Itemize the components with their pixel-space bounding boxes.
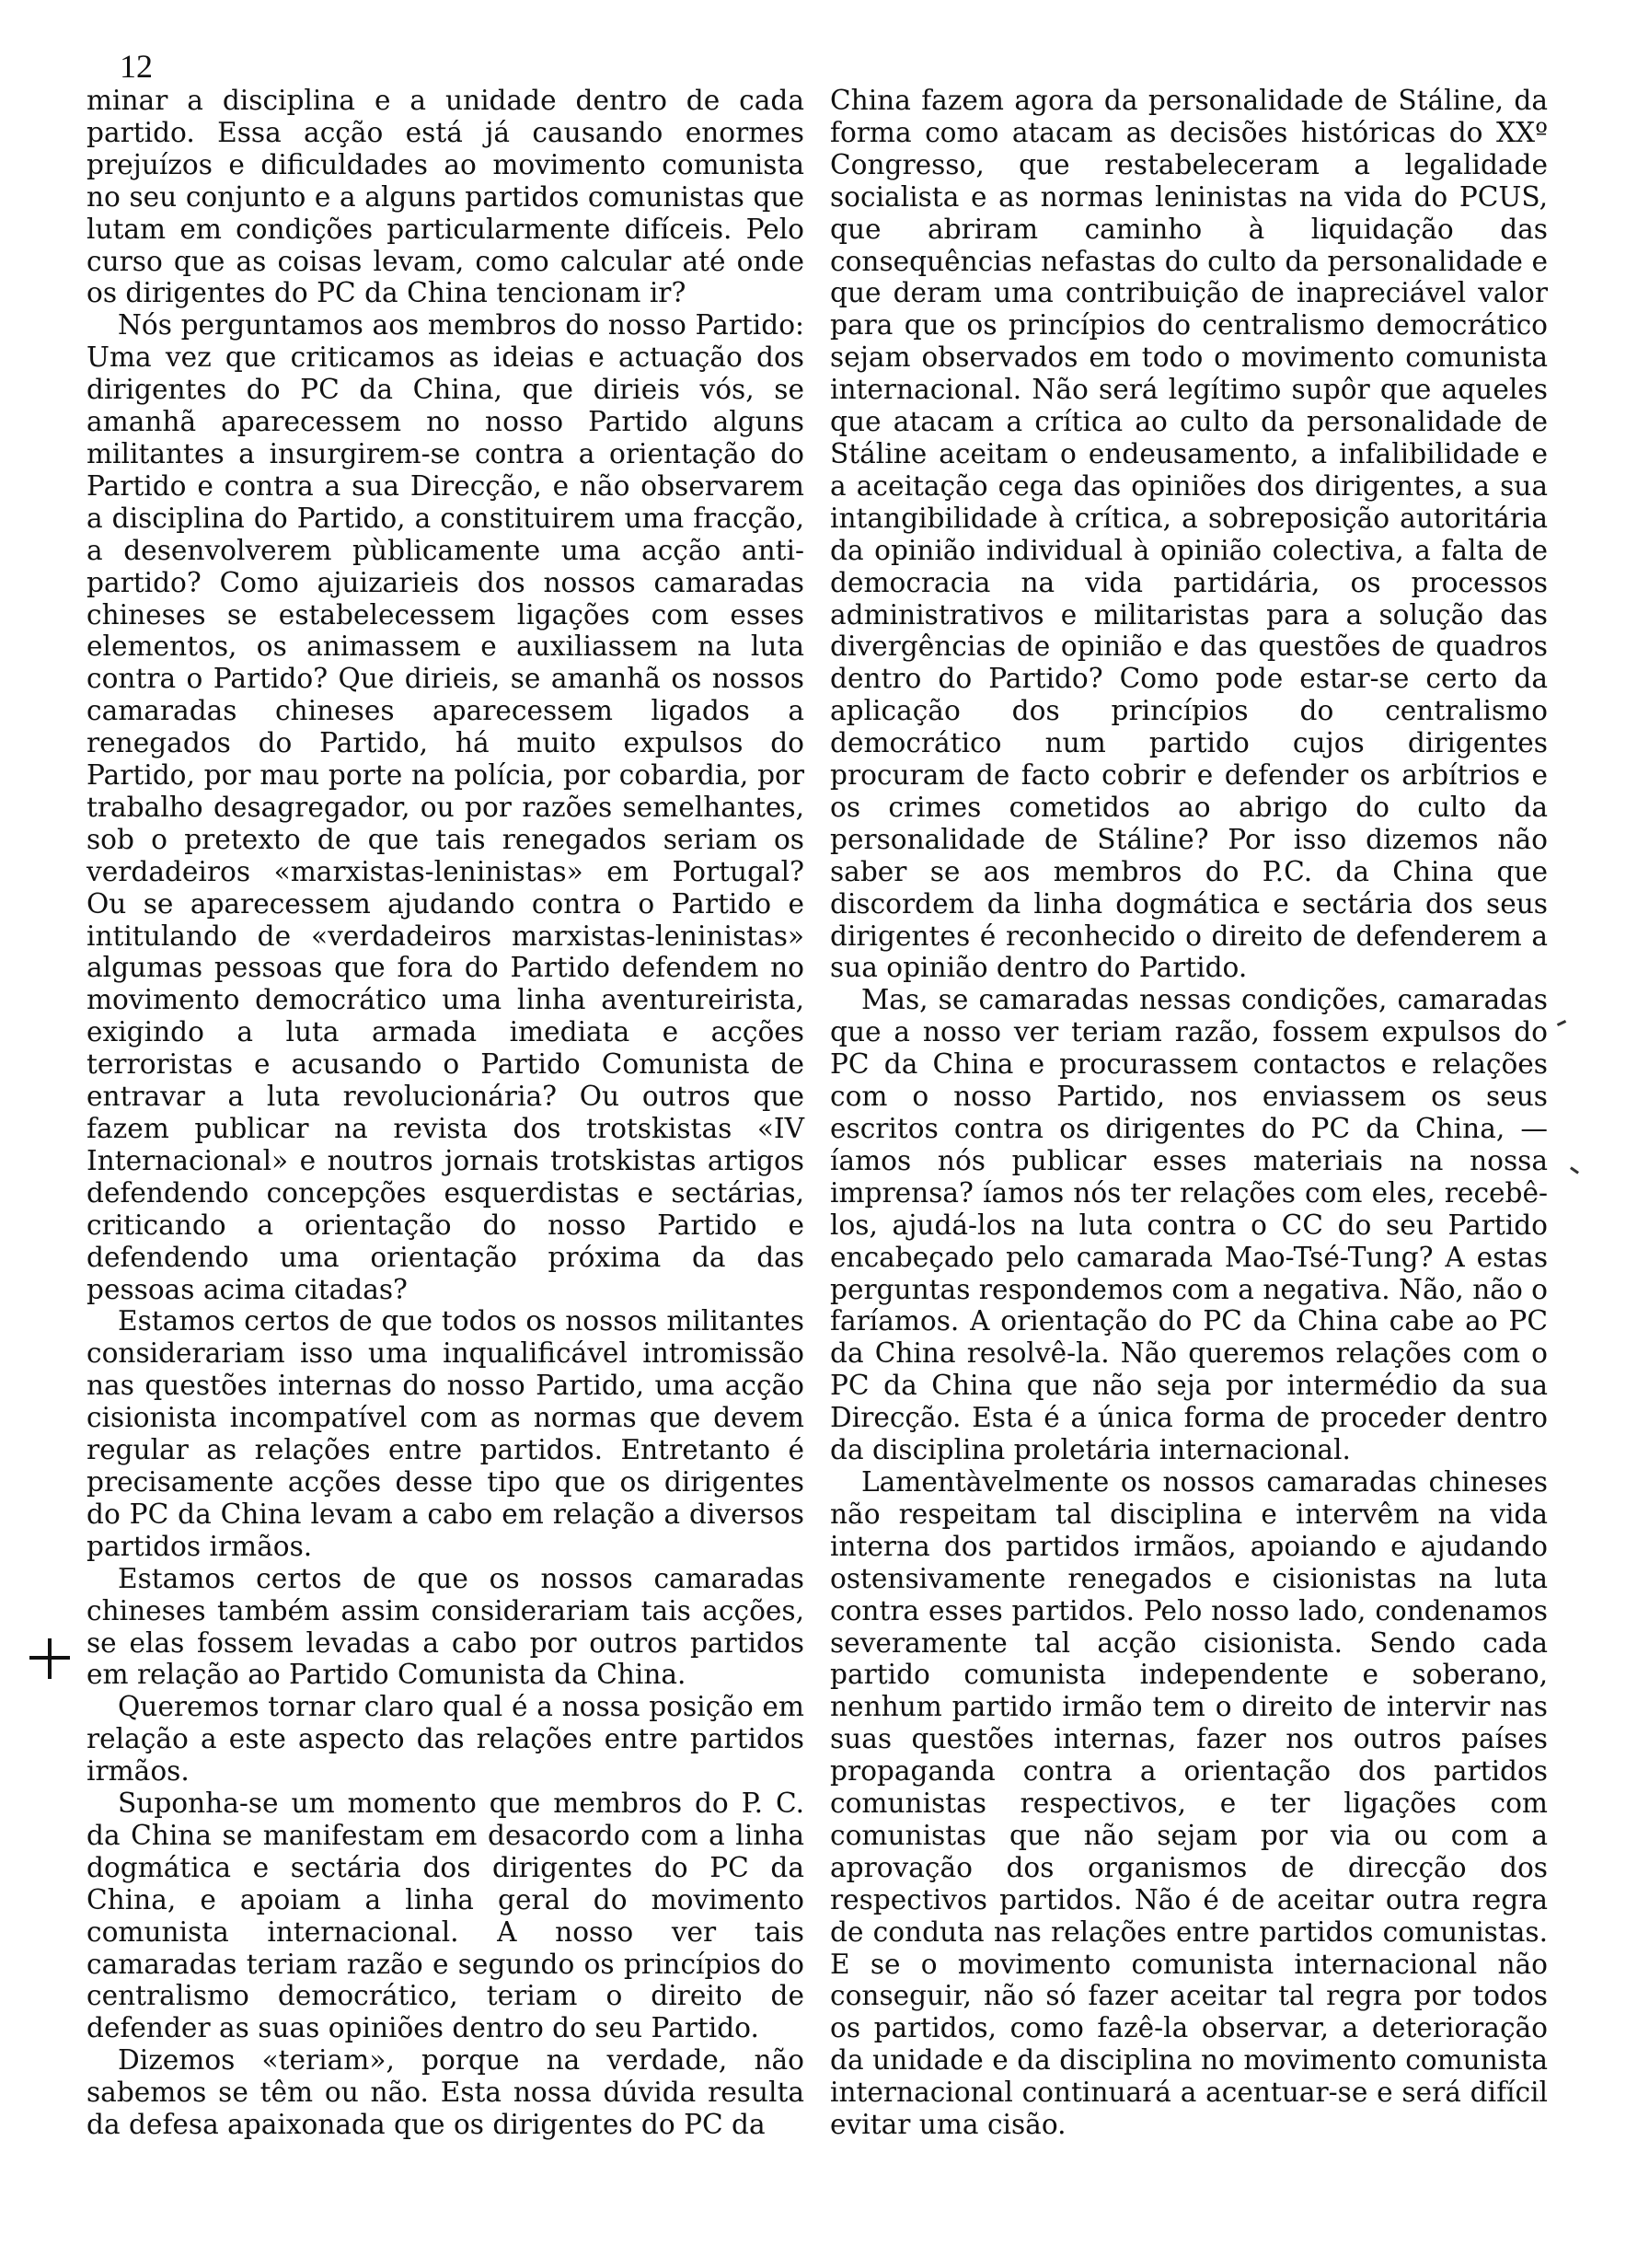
- paragraph: Queremos tornar claro qual é a nossa posição em relação a este aspecto das relações entre partidos irmãos.: [86, 1691, 804, 1788]
- page-number: 12: [120, 48, 153, 85]
- paragraph: Estamos certos de que os nossos camaradas chineses também assim considerariam tais acções, se elas fossem levadas a cabo por outros partidos em relação ao Partido Comunista da China.: [86, 1562, 804, 1691]
- left-column: [86, 85, 804, 2141]
- paragraph: Dizemos «teriam», porque na verdade, não sabemos se têm ou não. Esta nossa dúvida resulta da defesa apaixonada que os dirigentes do PC da: [86, 2044, 804, 2141]
- margin-tick-mark: [1570, 1166, 1579, 1174]
- paragraph: Nós perguntamos aos membros do nosso Partido: Uma vez que criticamos as ideias e actuação dos dirigentes do PC da China, que dirieis vós, se amanhã aparecessem no nosso Partido alguns militantes a insurgirem-se contra a orientação do Partido e contra a sua Direcção, e não observarem a disciplina do Partido, a constituirem uma fracção, a desenvolverem pùblicamente uma acção anti-partido? Como ajuizarieis dos nossos camaradas chineses se estabelecessem ligações com esses elementos, os animassem e auxiliassem na luta contra o Partido? Que dirieis, se amanhã os nossos camaradas chineses aparecessem ligados a renegados do Partido, há muito expulsos do Partido, por mau porte na polícia, por cobardia, por trabalho desagregador, ou por razões semelhantes, sob o pretexto de que tais renegados seriam os verdadeiros «marxistas-leninistas» em Portugal? Ou se aparecessem ajudando contra o Partido e intitulando de «verdadeiros marxistas-leninistas» algumas pessoas que fora do Partido defendem no movimento democrático uma linha aventureirista, exigindo a luta armada imediata e acções terroristas e acusando o Partido Comunista de entravar a luta revolucionária? Ou outros que fazem publicar na revista dos trotskistas «IV Internacional» e noutros jornais trotskistas artigos defendendo concepções esquerdistas e sectárias, criticando a orientação do nosso Partido e defendendo uma orientação próxima da das pessoas acima citadas?: [86, 309, 804, 1305]
- paragraph: China fazem agora da personalidade de Stáline, da forma como atacam as decisões históricas do XXº Congresso, que restabeleceram a legalidade socialista e as normas leninistas na vida do PCUS, que abriram caminho à liquidação das consequências nefastas do culto da personalidade e que deram uma contribuição de inapreciável valor para que os princípios do centralismo democrático sejam observados em todo o movimento comunista internacional. Não será legítimo supôr que aqueles que atacam a crítica ao culto da personalidade de Stáline aceitam o endeusamento, a infalibilidade e a aceitação cega das opiniões dos dirigentes, a sua intangibilidade à crítica, a sobreposição autoritária da opinião individual à opinião colectiva, a falta de democracia na vida partidária, os processos administrativos e militaristas para a solução das divergências de opinião e das questões de quadros dentro do Partido? Como pode estar-se certo da aplicação dos princípios do centralismo democrático num partido cujos dirigentes procuram de facto cobrir e defender os arbítrios e os crimes cometidos ao abrigo do culto da personalidade de Stáline? Por isso dizemos não saber se aos membros do P.C. da China que discordem da linha dogmática e sectária dos seus dirigentes é reconhecido o direito de defenderem a sua opinião dentro do Partido.: [830, 85, 1548, 984]
- paragraph: minar a disciplina e a unidade dentro de cada partido. Essa acção está já causando enormes prejuízos e dificuldades ao movimento comunista no seu conjunto e a alguns partidos comunistas que lutam em condições particularmente difíceis. Pelo curso que as coisas levam, como calcular até onde os dirigentes do PC da China tencionam ir?: [86, 85, 804, 309]
- right-column: [830, 85, 1548, 2141]
- margin-tick-mark: [1557, 1020, 1566, 1026]
- paragraph: Estamos certos de que todos os nossos militantes considerariam isso uma inqualificável intromissão nas questões internas do nosso Partido, uma acção cisionista incompatível com as normas que devem regular as relações entre partidos. Entretanto é precisamente acções desse tipo que os dirigentes do PC da China levam a cabo em relação a diversos partidos irmãos.: [86, 1305, 804, 1562]
- paragraph: Lamentàvelmente os nossos camaradas chineses não respeitam tal disciplina e intervêm na vida interna dos partidos irmãos, apoiando e ajudando ostensivamente renegados e cisionistas na luta contra esses partidos. Pelo nosso lado, condenamos severamente tal acção cisionista. Sendo cada partido comunista independente e soberano, nenhum partido irmão tem o direito de intervir nas suas questões internas, fazer nos outros países propaganda contra a orientação dos partidos comunistas respectivos, e ter ligações com comunistas que não sejam por via ou com a aprovação dos organismos de direcção dos respectivos partidos. Não é de aceitar outra regra de conduta nas relações entre partidos comunistas. E se o movimento comunista internacional não conseguir, não só fazer aceitar tal regra por todos os partidos, como fazê-la observar, a deterioração da unidade e da disciplina no movimento comunista internacional continuará a acentuar-se e será difícil evitar uma cisão.: [830, 1465, 1548, 2141]
- paragraph: Mas, se camaradas nessas condições, camaradas que a nosso ver teriam razão, fossem expulsos do PC da China e procurassem contactos e relações com o nosso Partido, nos enviassem os seus escritos contra os dirigentes do PC da China, — íamos nós publicar esses materiais na nossa imprensa? íamos nós ter relações com eles, recebê-los, ajudá-los na luta contra o CC do seu Partido encabeçado pelo camarada Mao-Tsé-Tung? A estas perguntas respondemos com a negativa. Não, não o faríamos. A orientação do PC da China cabe ao PC da China resolvê-la. Não queremos relações com o PC da China que não seja por intermédio da sua Direcção. Esta é a única forma de proceder dentro da disciplina proletária internacional.: [830, 984, 1548, 1466]
- paragraph: Suponha-se um momento que membros do P. C. da China se manifestam em desacordo com a linha dogmática e sectária dos dirigentes do PC da China, e apoiam a linha geral do movimento comunista internacional. A nosso ver tais camaradas teriam razão e segundo os princípios do centralismo democrático, teriam o direito de defender as suas opiniões dentro do seu Partido.: [86, 1788, 804, 2044]
- margin-cross-mark: [29, 1638, 70, 1679]
